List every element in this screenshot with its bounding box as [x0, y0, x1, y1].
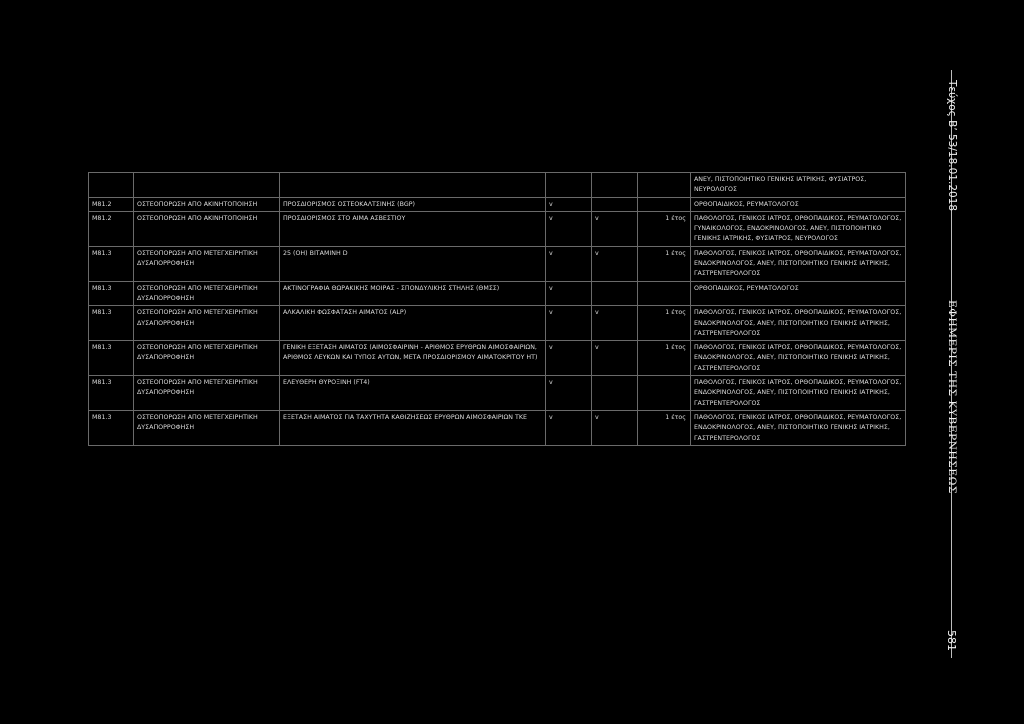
cell-diagnosis: ΟΣΤΕΟΠΟΡΩΣΗ ΑΠΟ ΜΕΤΕΓΧΕΙΡΗΤΙΚΗ ΔΥΣΑΠΟΡΡΟΦΗΣΗ	[134, 376, 280, 411]
cell-exam: ΑΚΤΙΝΟΓΡΑΦΙΑ ΘΩΡΑΚΙΚΗΣ ΜΟΙΡΑΣ - ΣΠΟΝΔΥΛΙΚΗΣ ΣΤΗΛΗΣ (ΘΜΣΣ)	[280, 281, 546, 306]
cell-code: M81.3	[89, 281, 134, 306]
cell-check-a: v	[546, 410, 592, 445]
cell-specialty: ΠΑΘΟΛΟΓΟΣ, ΓΕΝΙΚΟΣ ΙΑΤΡΟΣ, ΟΡΘΟΠΑΙΔΙΚΟΣ, ΡΕΥΜΑΤΟΛΟΓΟΣ, ΓΥΝΑΙΚΟΛΟΓΟΣ, ΕΝΔΟΚΡΙΝΟΛΟΓΟΣ, ΑΝΕΥ, ΠΙΣΤΟΠΟΙΗΤΙΚΟ ΓΕΝΙΚΗΣ ΙΑΤΡΙΚΗΣ, ΦΥΣΙΑΤΡΟΣ, ΝΕΥΡΟΛΟΓΟΣ	[691, 211, 906, 246]
cell-specialty: ΠΑΘΟΛΟΓΟΣ, ΓΕΝΙΚΟΣ ΙΑΤΡΟΣ, ΟΡΘΟΠΑΙΔΙΚΟΣ, ΡΕΥΜΑΤΟΛΟΓΟΣ, ΕΝΔΟΚΡΙΝΟΛΟΓΟΣ, ΑΝΕΥ, ΠΙΣΤΟΠΟΙΗΤΙΚΟ ΓΕΝΙΚΗΣ ΙΑΤΡΙΚΗΣ, ΓΑΣΤΡΕΝΤΕΡΟΛΟΓΟΣ	[691, 306, 906, 341]
table-row	[89, 410, 906, 445]
cell-exam: ΕΞΕΤΑΣΗ ΑΙΜΑΤΟΣ ΓΙΑ ΤΑΧΥΤΗΤΑ ΚΑΘΙΖΗΣΕΩΣ ΕΡΥΘΡΩΝ ΑΙΜΟΣΦΑΙΡΙΩΝ ΤΚΕ	[280, 410, 546, 445]
cell-period	[638, 173, 691, 198]
cell-check-b	[592, 281, 638, 306]
cell-check-b: v	[592, 410, 638, 445]
table-row	[89, 376, 906, 411]
cell-specialty: ΟΡΘΟΠΑΙΔΙΚΟΣ, ΡΕΥΜΑΤΟΛΟΓΟΣ	[691, 197, 906, 211]
cell-check-b	[592, 197, 638, 211]
cell-period	[638, 281, 691, 306]
issue-label: Τεύχος Β’ 53/18.01.2018	[946, 80, 958, 212]
cell-specialty: ΟΡΘΟΠΑΙΔΙΚΟΣ, ΡΕΥΜΑΤΟΛΟΓΟΣ	[691, 281, 906, 306]
cell-diagnosis: ΟΣΤΕΟΠΟΡΩΣΗ ΑΠΟ ΜΕΤΕΓΧΕΙΡΗΤΙΚΗ ΔΥΣΑΠΟΡΡΟΦΗΣΗ	[134, 306, 280, 341]
cell-exam: 25 (OH) ΒΙΤΑΜΙΝΗ D	[280, 246, 546, 281]
cell-check-b: v	[592, 306, 638, 341]
table-row	[89, 211, 906, 246]
table-row	[89, 173, 906, 198]
cell-check-b	[592, 173, 638, 198]
cell-diagnosis	[134, 173, 280, 198]
journal-title: ΕΦΗΜΕΡΙΣ ΤΗΣ ΚΥΒΕΡΝΗΣΕΩΣ	[946, 300, 958, 494]
cell-check-a	[546, 173, 592, 198]
cell-exam: ΓΕΝΙΚΗ ΕΞΕΤΑΣΗ ΑΙΜΑΤΟΣ (ΑΙΜΟΣΦΑΙΡΙΝΗ - ΑΡΙΘΜΟΣ ΕΡΥΘΡΩΝ ΑΙΜΟΣΦΑΙΡΙΩΝ, ΑΡΙΘΜΟΣ ΛΕΥΚΩΝ ΚΑΙ ΤΥΠΟΣ ΑΥΤΩΝ, ΜΕΤΑ ΠΡΟΣΔΙΟΡΙΣΜΟΥ ΑΙΜΑΤΟΚΡΙΤΟΥ ΗΤ)	[280, 341, 546, 376]
cell-check-a: v	[546, 306, 592, 341]
cell-check-b	[592, 376, 638, 411]
cell-period: 1 έτος	[638, 410, 691, 445]
table-row	[89, 197, 906, 211]
table-row	[89, 306, 906, 341]
cell-diagnosis: ΟΣΤΕΟΠΟΡΩΣΗ ΑΠΟ ΜΕΤΕΓΧΕΙΡΗΤΙΚΗ ΔΥΣΑΠΟΡΡΟΦΗΣΗ	[134, 281, 280, 306]
cell-diagnosis: ΟΣΤΕΟΠΟΡΩΣΗ ΑΠΟ ΜΕΤΕΓΧΕΙΡΗΤΙΚΗ ΔΥΣΑΠΟΡΡΟΦΗΣΗ	[134, 410, 280, 445]
cell-check-a: v	[546, 341, 592, 376]
cell-exam: ΠΡΟΣΔΙΟΡΙΣΜΟΣ ΟΣΤΕΟΚΑΛΤΣΙΝΗΣ (BGP)	[280, 197, 546, 211]
cell-specialty: ΠΑΘΟΛΟΓΟΣ, ΓΕΝΙΚΟΣ ΙΑΤΡΟΣ, ΟΡΘΟΠΑΙΔΙΚΟΣ, ΡΕΥΜΑΤΟΛΟΓΟΣ, ΕΝΔΟΚΡΙΝΟΛΟΓΟΣ, ΑΝΕΥ, ΠΙΣΤΟΠΟΙΗΤΙΚΟ ΓΕΝΙΚΗΣ ΙΑΤΡΙΚΗΣ, ΓΑΣΤΡΕΝΤΕΡΟΛΟΓΟΣ	[691, 341, 906, 376]
table-row	[89, 246, 906, 281]
cell-period: 1 έτος	[638, 246, 691, 281]
cell-code: M81.3	[89, 341, 134, 376]
cell-period: 1 έτος	[638, 306, 691, 341]
cell-check-a: v	[546, 211, 592, 246]
cell-diagnosis: ΟΣΤΕΟΠΟΡΩΣΗ ΑΠΟ ΜΕΤΕΓΧΕΙΡΗΤΙΚΗ ΔΥΣΑΠΟΡΡΟΦΗΣΗ	[134, 246, 280, 281]
cell-diagnosis: ΟΣΤΕΟΠΟΡΩΣΗ ΑΠΟ ΑΚΙΝΗΤΟΠΟΙΗΣΗ	[134, 211, 280, 246]
cell-code	[89, 173, 134, 198]
cell-check-b: v	[592, 211, 638, 246]
cell-specialty: ΠΑΘΟΛΟΓΟΣ, ΓΕΝΙΚΟΣ ΙΑΤΡΟΣ, ΟΡΘΟΠΑΙΔΙΚΟΣ, ΡΕΥΜΑΤΟΛΟΓΟΣ, ΕΝΔΟΚΡΙΝΟΛΟΓΟΣ, ΑΝΕΥ, ΠΙΣΤΟΠΟΙΗΤΙΚΟ ΓΕΝΙΚΗΣ ΙΑΤΡΙΚΗΣ, ΓΑΣΤΡΕΝΤΕΡΟΛΟΓΟΣ	[691, 246, 906, 281]
cell-check-a: v	[546, 376, 592, 411]
cell-exam: ΕΛΕΥΘΕΡΗ ΘΥΡΟΞΙΝΗ (FT4)	[280, 376, 546, 411]
cell-diagnosis: ΟΣΤΕΟΠΟΡΩΣΗ ΑΠΟ ΜΕΤΕΓΧΕΙΡΗΤΙΚΗ ΔΥΣΑΠΟΡΡΟΦΗΣΗ	[134, 341, 280, 376]
cell-period: 1 έτος	[638, 341, 691, 376]
cell-code: M81.3	[89, 376, 134, 411]
cell-diagnosis: ΟΣΤΕΟΠΟΡΩΣΗ ΑΠΟ ΑΚΙΝΗΤΟΠΟΙΗΣΗ	[134, 197, 280, 211]
cell-specialty: ΠΑΘΟΛΟΓΟΣ, ΓΕΝΙΚΟΣ ΙΑΤΡΟΣ, ΟΡΘΟΠΑΙΔΙΚΟΣ, ΡΕΥΜΑΤΟΛΟΓΟΣ, ΕΝΔΟΚΡΙΝΟΛΟΓΟΣ, ΑΝΕΥ, ΠΙΣΤΟΠΟΙΗΤΙΚΟ ΓΕΝΙΚΗΣ ΙΑΤΡΙΚΗΣ, ΓΑΣΤΡΕΝΤΕΡΟΛΟΓΟΣ	[691, 410, 906, 445]
cell-check-a: v	[546, 197, 592, 211]
exam-table-body	[89, 173, 906, 446]
cell-period: 1 έτος	[638, 211, 691, 246]
table-row	[89, 281, 906, 306]
cell-exam: ΑΛΚΑΛΙΚΗ ΦΩΣΦΑΤΑΣΗ ΑΙΜΑΤΟΣ (ALP)	[280, 306, 546, 341]
cell-code: M81.2	[89, 197, 134, 211]
cell-check-b: v	[592, 341, 638, 376]
cell-check-a: v	[546, 246, 592, 281]
cell-check-b: v	[592, 246, 638, 281]
cell-period	[638, 376, 691, 411]
cell-specialty: ΠΑΘΟΛΟΓΟΣ, ΓΕΝΙΚΟΣ ΙΑΤΡΟΣ, ΟΡΘΟΠΑΙΔΙΚΟΣ, ΡΕΥΜΑΤΟΛΟΓΟΣ, ΕΝΔΟΚΡΙΝΟΛΟΓΟΣ, ΑΝΕΥ, ΠΙΣΤΟΠΟΙΗΤΙΚΟ ΓΕΝΙΚΗΣ ΙΑΤΡΙΚΗΣ, ΓΑΣΤΡΕΝΤΕΡΟΛΟΓΟΣ	[691, 376, 906, 411]
cell-exam	[280, 173, 546, 198]
cell-code: M81.3	[89, 410, 134, 445]
exam-table	[88, 172, 906, 446]
cell-period	[638, 197, 691, 211]
page-number: 581	[945, 630, 958, 651]
table-row	[89, 341, 906, 376]
cell-code: M81.2	[89, 211, 134, 246]
cell-code: M81.3	[89, 246, 134, 281]
cell-specialty: ΑΝΕΥ, ΠΙΣΤΟΠΟΙΗΤΙΚΟ ΓΕΝΙΚΗΣ ΙΑΤΡΙΚΗΣ, ΦΥΣΙΑΤΡΟΣ, ΝΕΥΡΟΛΟΓΟΣ	[691, 173, 906, 198]
cell-exam: ΠΡΟΣΔΙΟΡΙΣΜΟΣ ΣΤΟ ΑΙΜΑ ΑΣΒΕΣΤΙΟΥ	[280, 211, 546, 246]
cell-code: M81.3	[89, 306, 134, 341]
cell-check-a: v	[546, 281, 592, 306]
